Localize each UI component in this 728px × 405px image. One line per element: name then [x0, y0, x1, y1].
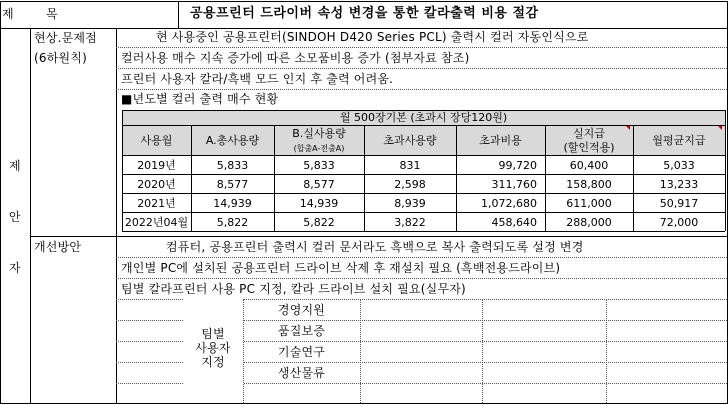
- improve-line-1: 컴퓨터, 공용프린터 출력시 컬러 문서라도 흑백으로 복사 출력되도록 설정 변경: [166, 240, 584, 254]
- section-divider: [30, 236, 728, 237]
- current-line-1: 현 사용중인 공용프린터(SINDOH D420 Series PCL) 출력시 컬러 자동인식으로: [156, 30, 589, 44]
- frame-top: [0, 1, 728, 2]
- header-divider: [178, 1, 179, 28]
- table-cell: 14,939: [213, 197, 252, 210]
- page-title: 공용프린터 드라이버 속성 변경을 통한 칼라출력 비용 절감: [190, 6, 539, 21]
- table-cell: 8,577: [303, 178, 335, 191]
- dept-4: 생산물류: [277, 366, 326, 380]
- table-cell: 311,760: [491, 178, 537, 191]
- rule: [122, 231, 725, 232]
- team-label-2: 사용자: [195, 341, 231, 355]
- rule: [606, 299, 607, 403]
- side-label-3: 자: [9, 261, 21, 275]
- side-label-2: 안: [9, 210, 21, 224]
- dept-3: 기술연구: [277, 345, 326, 359]
- table-cell: 5,033: [663, 159, 695, 172]
- col-actual: B.실사용량: [292, 127, 346, 140]
- team-label-3: 지정: [201, 355, 225, 369]
- frame-bottom: [0, 403, 728, 404]
- table-cell: 5,833: [216, 159, 249, 172]
- rule: [116, 68, 727, 69]
- label-divider: [116, 28, 117, 403]
- rule: [122, 193, 725, 194]
- table-banner: 월 500장기본 (초과시 장당120원): [339, 111, 508, 124]
- table-cell: 5,833: [303, 159, 335, 172]
- rule: [274, 125, 275, 231]
- col-month: 사용월: [140, 134, 173, 147]
- team-label-1: 팀별: [201, 327, 225, 341]
- table-cell: 8,939: [394, 197, 426, 210]
- table-cell: 60,400: [569, 159, 609, 172]
- table-cell: 14,939: [299, 197, 339, 210]
- rule: [725, 110, 726, 231]
- rule: [116, 89, 727, 90]
- table-cell: 5,822: [216, 216, 249, 229]
- table-cell: 2022년04월: [124, 216, 189, 229]
- table-cell: 2021년: [137, 197, 176, 210]
- header-col1: 제: [2, 7, 14, 21]
- col-actual-sub: (합출A-전출A): [293, 144, 345, 153]
- current-line-2: 컬러사용 매수 지속 증가에 따른 소모품비용 증가 (첨부자료 참조): [121, 51, 470, 65]
- dept-1: 경영지원: [277, 303, 326, 317]
- improve-label: 개선방안: [34, 240, 82, 254]
- rule: [545, 125, 546, 231]
- rule: [122, 174, 725, 175]
- table-cell: 72,000: [659, 216, 699, 229]
- table-cell: 50,917: [659, 197, 699, 210]
- rule: [360, 299, 361, 403]
- table-cell: 288,000: [566, 216, 612, 229]
- rule: [122, 212, 725, 213]
- table-cell: 5,822: [303, 216, 335, 229]
- rule: [122, 155, 725, 156]
- col-monthly-avg: 월평균지급: [652, 134, 706, 147]
- table-cell: 458,640: [491, 216, 537, 229]
- table-cell: 158,800: [566, 178, 612, 191]
- table-cell: 2,598: [394, 178, 426, 191]
- comment-marker-icon: [718, 126, 722, 130]
- table-cell: 2020년: [137, 178, 176, 191]
- rule: [116, 257, 727, 258]
- rule: [116, 47, 727, 48]
- table-cell: 13,233: [659, 178, 699, 191]
- table-cell: 831: [399, 159, 421, 172]
- col-total: A.총사용량: [205, 134, 260, 147]
- col-excess-cost: 초과비용: [479, 134, 522, 147]
- rule: [122, 125, 725, 126]
- header-bottom-rule: [0, 28, 728, 29]
- col-paid-sub: (할인적용): [563, 141, 615, 154]
- header-col2: 목: [46, 7, 58, 21]
- table-cell: 611,000: [566, 197, 612, 210]
- improve-line-3: 팀별 칼라프린터 사용 PC 지정, 칼라 드라이브 설치 필요(실무자): [121, 282, 466, 296]
- side-label-1: 제: [9, 159, 21, 173]
- table-cell: 2019년: [137, 159, 176, 172]
- rule: [116, 278, 727, 279]
- current-line-3: 프린터 사용자 칼라/흑백 모드 인지 후 출력 어려움.: [121, 72, 394, 86]
- rule: [482, 299, 483, 403]
- current-label: 현상.문제점: [34, 31, 97, 45]
- table-cell: 8,577: [216, 178, 249, 191]
- col-paid: 실지급: [573, 127, 605, 140]
- table-cell: 3,822: [394, 216, 426, 229]
- improve-line-2: 개인별 PC에 설치된 공용프린터 드라이브 삭제 후 재설치 필요 (흑백전용드라이브): [121, 261, 561, 275]
- current-sub: (6하원칙): [34, 51, 87, 65]
- frame-left: [0, 1, 1, 403]
- table-cell: 99,720: [498, 159, 537, 172]
- dept-2: 품질보증: [277, 324, 326, 338]
- side-divider: [30, 28, 31, 403]
- comment-marker-icon: [626, 126, 630, 130]
- table-caption: ■년도별 컬러 출력 매수 현황: [121, 92, 279, 106]
- table-cell: 1,072,680: [481, 197, 537, 210]
- col-excess: 초과사용량: [383, 134, 437, 147]
